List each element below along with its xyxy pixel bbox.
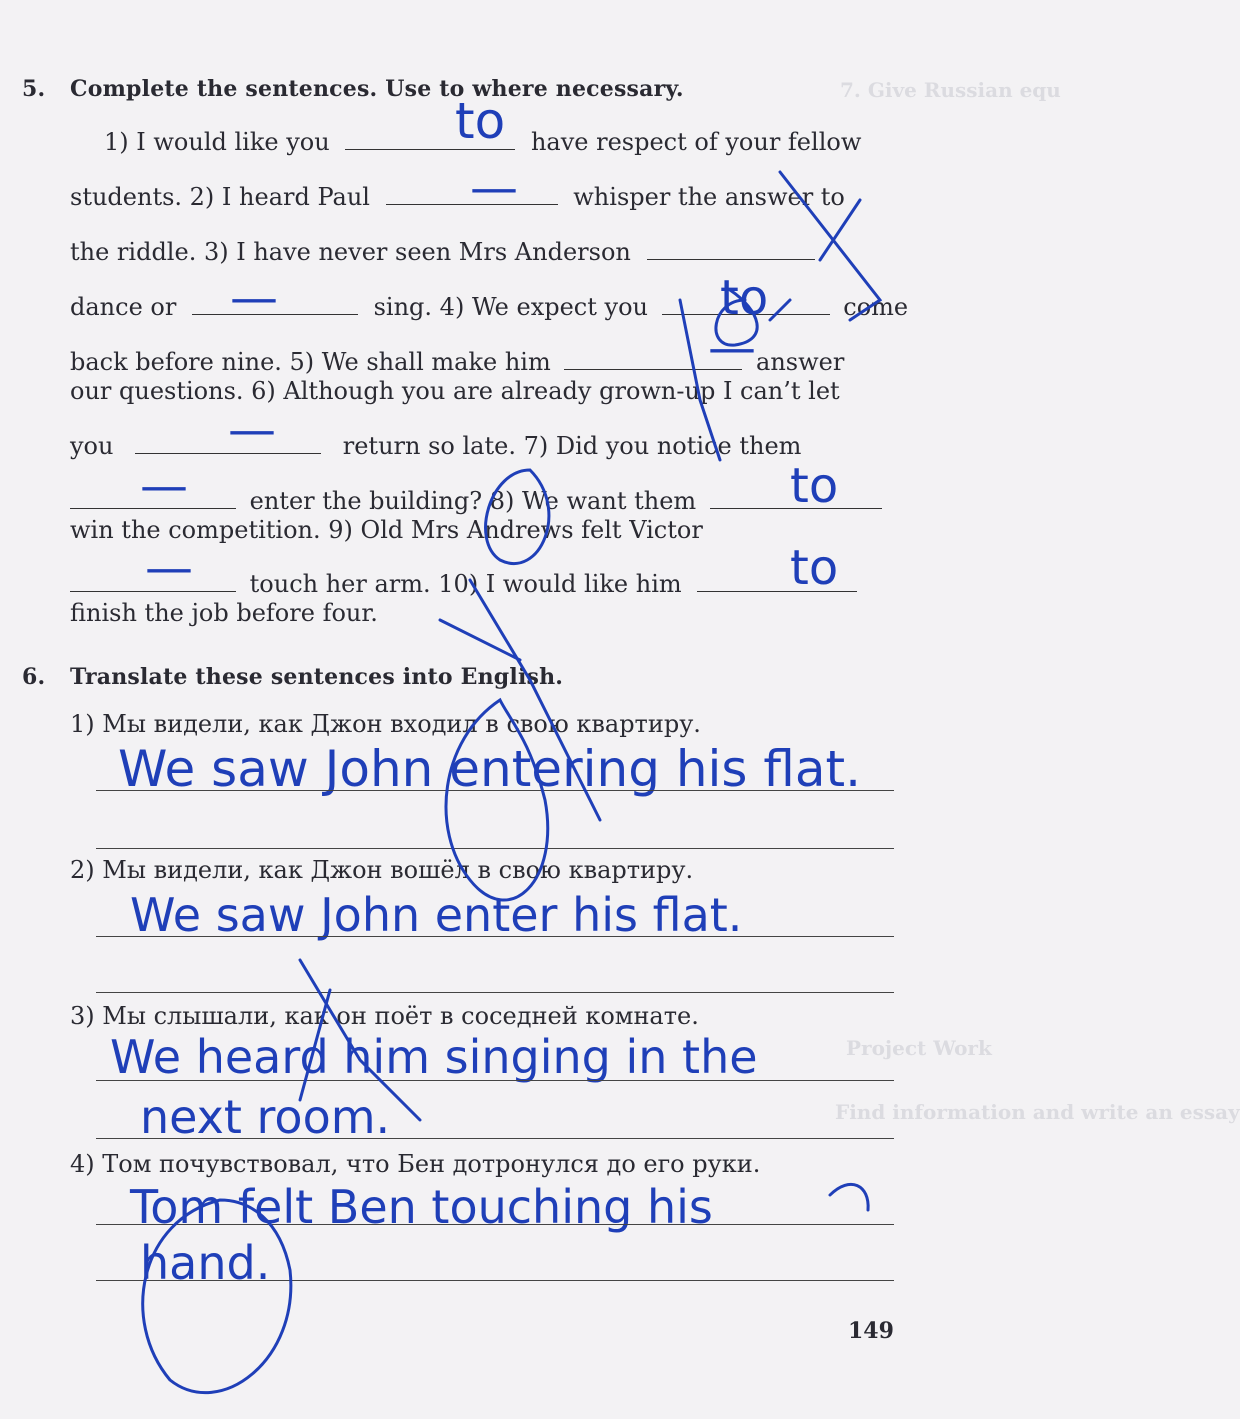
writing-line	[96, 848, 894, 849]
ex5-line-6	[70, 377, 840, 405]
exercise-5-title: Complete the sentences. Use to where necessary.	[70, 76, 684, 102]
handwritten-answer-2: —	[470, 160, 518, 216]
ex5-text: sing. 4) We expect you	[373, 293, 648, 321]
ex6-item-4-handwritten-line1: Tom felt Ben touching his	[130, 1180, 713, 1234]
handwritten-answer-7: —	[140, 458, 188, 514]
ex5-text: you	[70, 432, 114, 460]
writing-line	[96, 1138, 894, 1139]
ex6-item-2-russian: 2) Мы видели, как Джон вошёл в свою квартиру.	[70, 856, 694, 884]
ex5-line-4	[70, 293, 908, 321]
ex5-text: the riddle. 3) I have never seen Mrs Anderson	[70, 238, 631, 266]
ex6-item-3-handwritten-line2: next room.	[140, 1090, 391, 1144]
handwritten-answer-8: to	[790, 458, 839, 514]
writing-line	[96, 1280, 894, 1281]
ex5-text: dance or	[70, 293, 177, 321]
ex6-item-2-handwritten: We saw John enter his flat.	[130, 888, 743, 942]
handwritten-answer-1: to	[455, 92, 506, 150]
ex6-item-3-russian: 3) Мы слышали, как он поёт в соседней комнате.	[70, 1002, 699, 1030]
ex5-text: students. 2) I heard Paul	[70, 183, 370, 211]
ex5-line-7	[70, 432, 801, 460]
ex5-text: return so late. 7) Did you notice them	[342, 432, 802, 460]
exercise-6-title: Translate these sentences into English.	[70, 664, 564, 690]
handwritten-answer-3: —	[230, 270, 278, 326]
writing-line	[96, 992, 894, 993]
writing-line	[96, 936, 894, 937]
ex5-text: whisper the answer to	[573, 183, 845, 211]
ex5-line-11	[70, 599, 378, 627]
handwritten-answer-9: —	[145, 540, 193, 596]
writing-line	[96, 790, 894, 791]
ex6-item-4-russian: 4) Том почувствовал, что Бен дотронулся до его руки.	[70, 1150, 761, 1178]
ex5-line-8	[70, 487, 882, 515]
answer-blank[interactable]	[647, 258, 815, 260]
ex5-text: finish the job before four.	[70, 599, 378, 627]
ex6-item-1-russian: 1) Мы видели, как Джон входил в свою квартиру.	[70, 710, 701, 738]
ex5-text: enter the building? 8) We want them	[249, 487, 697, 515]
exercise-5-number: 5.	[22, 76, 46, 102]
handwritten-answer-5: —	[708, 320, 756, 376]
ex5-text: answer	[756, 348, 845, 376]
handwritten-answer-6: —	[228, 402, 276, 458]
ex5-text: our questions. 6) Although you are already grown-up I can’t let	[70, 377, 840, 405]
ex5-text: 1) I would like you	[104, 128, 330, 156]
exercise-6-number: 6.	[22, 664, 46, 690]
writing-line	[96, 1080, 894, 1081]
ex5-text: come	[843, 293, 909, 321]
ex5-text: touch her arm. 10) I would like him	[249, 570, 682, 598]
ex6-item-1-handwritten: We saw John entering his flat.	[118, 740, 861, 798]
ex5-text: win the competition. 9) Old Mrs Andrews felt Victor	[70, 516, 703, 544]
ex5-text: back before nine. 5) We shall make him	[70, 348, 551, 376]
ex5-text: have respect of your fellow	[530, 128, 862, 156]
ex5-line-3	[70, 238, 815, 266]
ex5-line-2	[70, 183, 845, 211]
ex6-item-3-handwritten-line1: We heard him singing in the	[110, 1030, 758, 1084]
handwritten-answer-4: to	[720, 270, 769, 326]
page-number: 149	[848, 1318, 894, 1344]
writing-line	[96, 1224, 894, 1225]
ex6-item-4-handwritten-line2: hand.	[140, 1236, 271, 1290]
handwritten-answer-10: to	[790, 540, 839, 596]
